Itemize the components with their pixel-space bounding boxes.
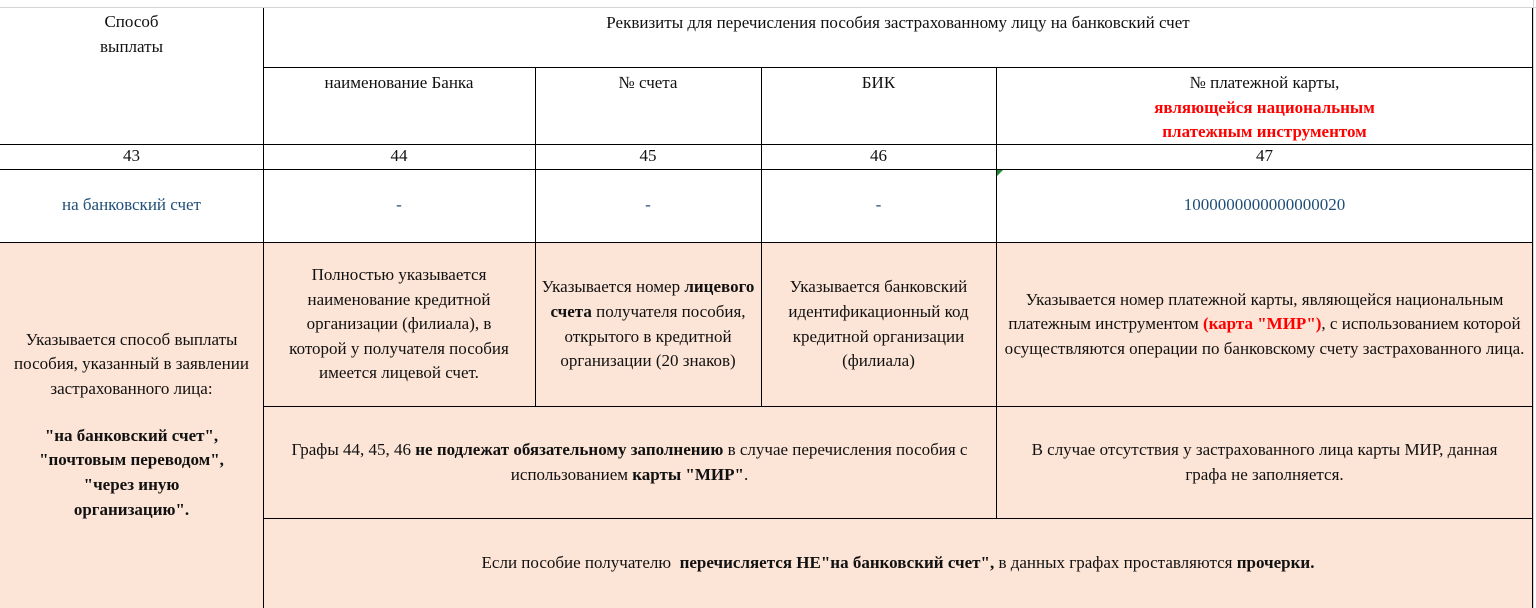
- header-method-text: Способ выплаты: [100, 12, 163, 56]
- note-no-mir: В случае отсутствия у застрахованного лица карты МИР, данная графа не заполняется.: [1031, 440, 1498, 484]
- border-h-example-bottom: [0, 242, 1533, 243]
- note-mir: Графы 44, 45, 46 не подлежат обязательному заполнению в случае перечисления пособия с использованием карты "МИР".: [291, 440, 968, 484]
- mir-card-red-text: (карта "МИР"): [1202, 314, 1322, 334]
- note-bik: Указывается банковский идентификационный код кредитной организации (филиала): [788, 277, 969, 371]
- account-bold: лицевого счета: [550, 277, 755, 321]
- note-bank: Полностью указывается наименование кредитной организации (филиала), в которой у получателя пособия имеется лицевой счет.: [289, 264, 509, 383]
- border-h-header: [263, 67, 1533, 68]
- border-h-notes-2: [263, 518, 1533, 519]
- header-requisites: [263, 8, 1533, 68]
- example-bank: -: [396, 195, 402, 215]
- header-card-no: № платежной карты, являющейся национальным платежным инструментом: [996, 68, 1533, 144]
- col-number-46: 46: [870, 146, 887, 166]
- col-number-45: 45: [639, 146, 657, 166]
- border-v-761: [761, 68, 762, 407]
- border-v-right: [1532, 8, 1533, 608]
- note-account: Указывается номер лицевого счета получателя пособия, открытого в кредитной организации (20 знаков): [541, 277, 755, 371]
- border-v-535: [535, 68, 536, 407]
- example-card: 1000000000000000020: [1183, 195, 1346, 215]
- header-account-no: № счета: [618, 73, 678, 92]
- note-method-intro: Указывается способ выплаты пособия, указанный в заявлении застрахованного лица:: [14, 329, 249, 399]
- border-h-notes-1: [263, 406, 1533, 407]
- example-method: на банковский счет: [62, 195, 201, 215]
- right-grid-line: [1533, 0, 1534, 608]
- header-method: [0, 8, 263, 144]
- border-h-numbers-bottom: [0, 169, 1533, 170]
- header-bik: БИК: [861, 73, 896, 92]
- example-account: -: [645, 195, 651, 215]
- header-requisites-text: Реквизиты для перечисления пособия застрахованному лицу на банковский счет: [606, 13, 1190, 32]
- note-method-option-1: "на банковский счет",: [44, 425, 219, 445]
- national-instrument-text: являющейся национальным платежным инструментом: [1154, 97, 1375, 142]
- cell-comment-marker: [997, 170, 1003, 176]
- header-bank-name: наименование Банка: [324, 73, 474, 92]
- example-bik: -: [875, 195, 882, 215]
- col-number-43: 43: [123, 146, 140, 166]
- border-h-numbers-top: [0, 144, 1533, 145]
- note-method-option-2: "почтовым переводом",: [39, 450, 224, 470]
- note-method-option-3: "через иную организацию".: [73, 474, 190, 519]
- col-number-47: 47: [1256, 146, 1273, 166]
- border-v-996: [996, 68, 997, 519]
- note-bottom: Если пособие получателю перечисляется НЕ"на банковский счет", в данных графах проставляются прочерки.: [481, 553, 1315, 573]
- note-card: Указывается номер платежной карты, являющейся национальным платежным инструментом (карта "МИР"), с использованием которой осуществляются операции по банковскому счету застрахованного лица.: [1004, 289, 1525, 358]
- note-method: [0, 242, 263, 608]
- border-v-263: [263, 8, 264, 608]
- col-number-44: 44: [390, 146, 408, 166]
